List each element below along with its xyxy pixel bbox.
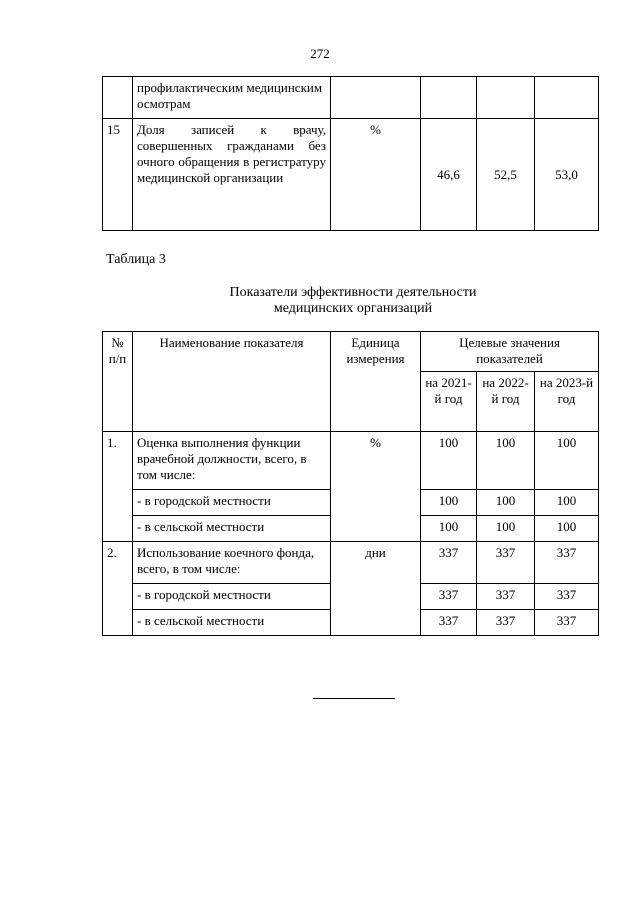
cell-value: 337 xyxy=(535,542,599,584)
table-top-continuation xyxy=(102,76,599,231)
page-number: 272 xyxy=(310,46,330,61)
table-efficiency-indicators xyxy=(102,331,599,636)
cell-no: 2. xyxy=(103,542,133,636)
cell-value: 337 xyxy=(421,542,477,584)
cell-value xyxy=(477,77,535,119)
cell-name: - в сельской местности xyxy=(133,610,331,636)
header-row xyxy=(103,332,599,372)
table-heading xyxy=(0,285,640,317)
cell-value: 100 xyxy=(535,516,599,542)
cell-name: Доля записей к врачу, совершенных гражданами без очного обращения в регистратуру медицинской организации xyxy=(133,119,331,231)
heading-line: Показатели эффективности деятельности xyxy=(229,285,477,300)
cell-value: 100 xyxy=(535,432,599,490)
cell-value: 337 xyxy=(421,610,477,636)
cell-value: 337 xyxy=(477,542,535,584)
cell-no: 15 xyxy=(103,119,133,231)
cell-value: 337 xyxy=(421,584,477,610)
cell-value: 337 xyxy=(535,584,599,610)
table-row xyxy=(103,542,599,584)
cell-value: 100 xyxy=(421,490,477,516)
cell-unit: % xyxy=(331,432,421,542)
header-no: № п/п xyxy=(103,332,133,432)
cell-value: 337 xyxy=(477,610,535,636)
cell-unit: % xyxy=(331,119,421,231)
cell-name: - в сельской местности xyxy=(133,516,331,542)
cell-value: 100 xyxy=(477,516,535,542)
cell-value: 100 xyxy=(421,432,477,490)
header-unit: Единица измерения xyxy=(331,332,421,432)
cell-unit xyxy=(331,77,421,119)
header-name: Наименование показателя xyxy=(133,332,331,432)
cell-value: 53,0 xyxy=(535,119,599,231)
cell-value: 100 xyxy=(477,490,535,516)
table-row xyxy=(103,119,599,231)
cell-value: 52,5 xyxy=(477,119,535,231)
cell-name: Использование коечного фонда, всего, в том числе: xyxy=(133,542,331,584)
end-rule xyxy=(313,698,395,699)
heading-line: медицинских организаций xyxy=(273,301,433,316)
cell-name: профилактическим медицинским осмотрам xyxy=(133,77,331,119)
cell-name: - в городской местности xyxy=(133,490,331,516)
cell-value xyxy=(421,77,477,119)
table-row xyxy=(103,77,599,119)
cell-value: 100 xyxy=(421,516,477,542)
cell-value: 100 xyxy=(535,490,599,516)
cell-name: Оценка выполнения функции врачебной должности, всего, в том числе: xyxy=(133,432,331,490)
cell-unit: дни xyxy=(331,542,421,636)
header-year: на 2023-й год xyxy=(535,372,599,432)
table-caption: Таблица 3 xyxy=(106,252,166,267)
cell-value: 46,6 xyxy=(421,119,477,231)
cell-no: 1. xyxy=(103,432,133,542)
cell-value: 337 xyxy=(477,584,535,610)
header-target: Целевые значения показателей xyxy=(421,332,599,372)
cell-value xyxy=(535,77,599,119)
cell-name: - в городской местности xyxy=(133,584,331,610)
cell-value: 337 xyxy=(535,610,599,636)
header-year: на 2021-й год xyxy=(421,372,477,432)
header-year: на 2022-й год xyxy=(477,372,535,432)
cell-value: 100 xyxy=(477,432,535,490)
table-row xyxy=(103,432,599,490)
cell-no xyxy=(103,77,133,119)
